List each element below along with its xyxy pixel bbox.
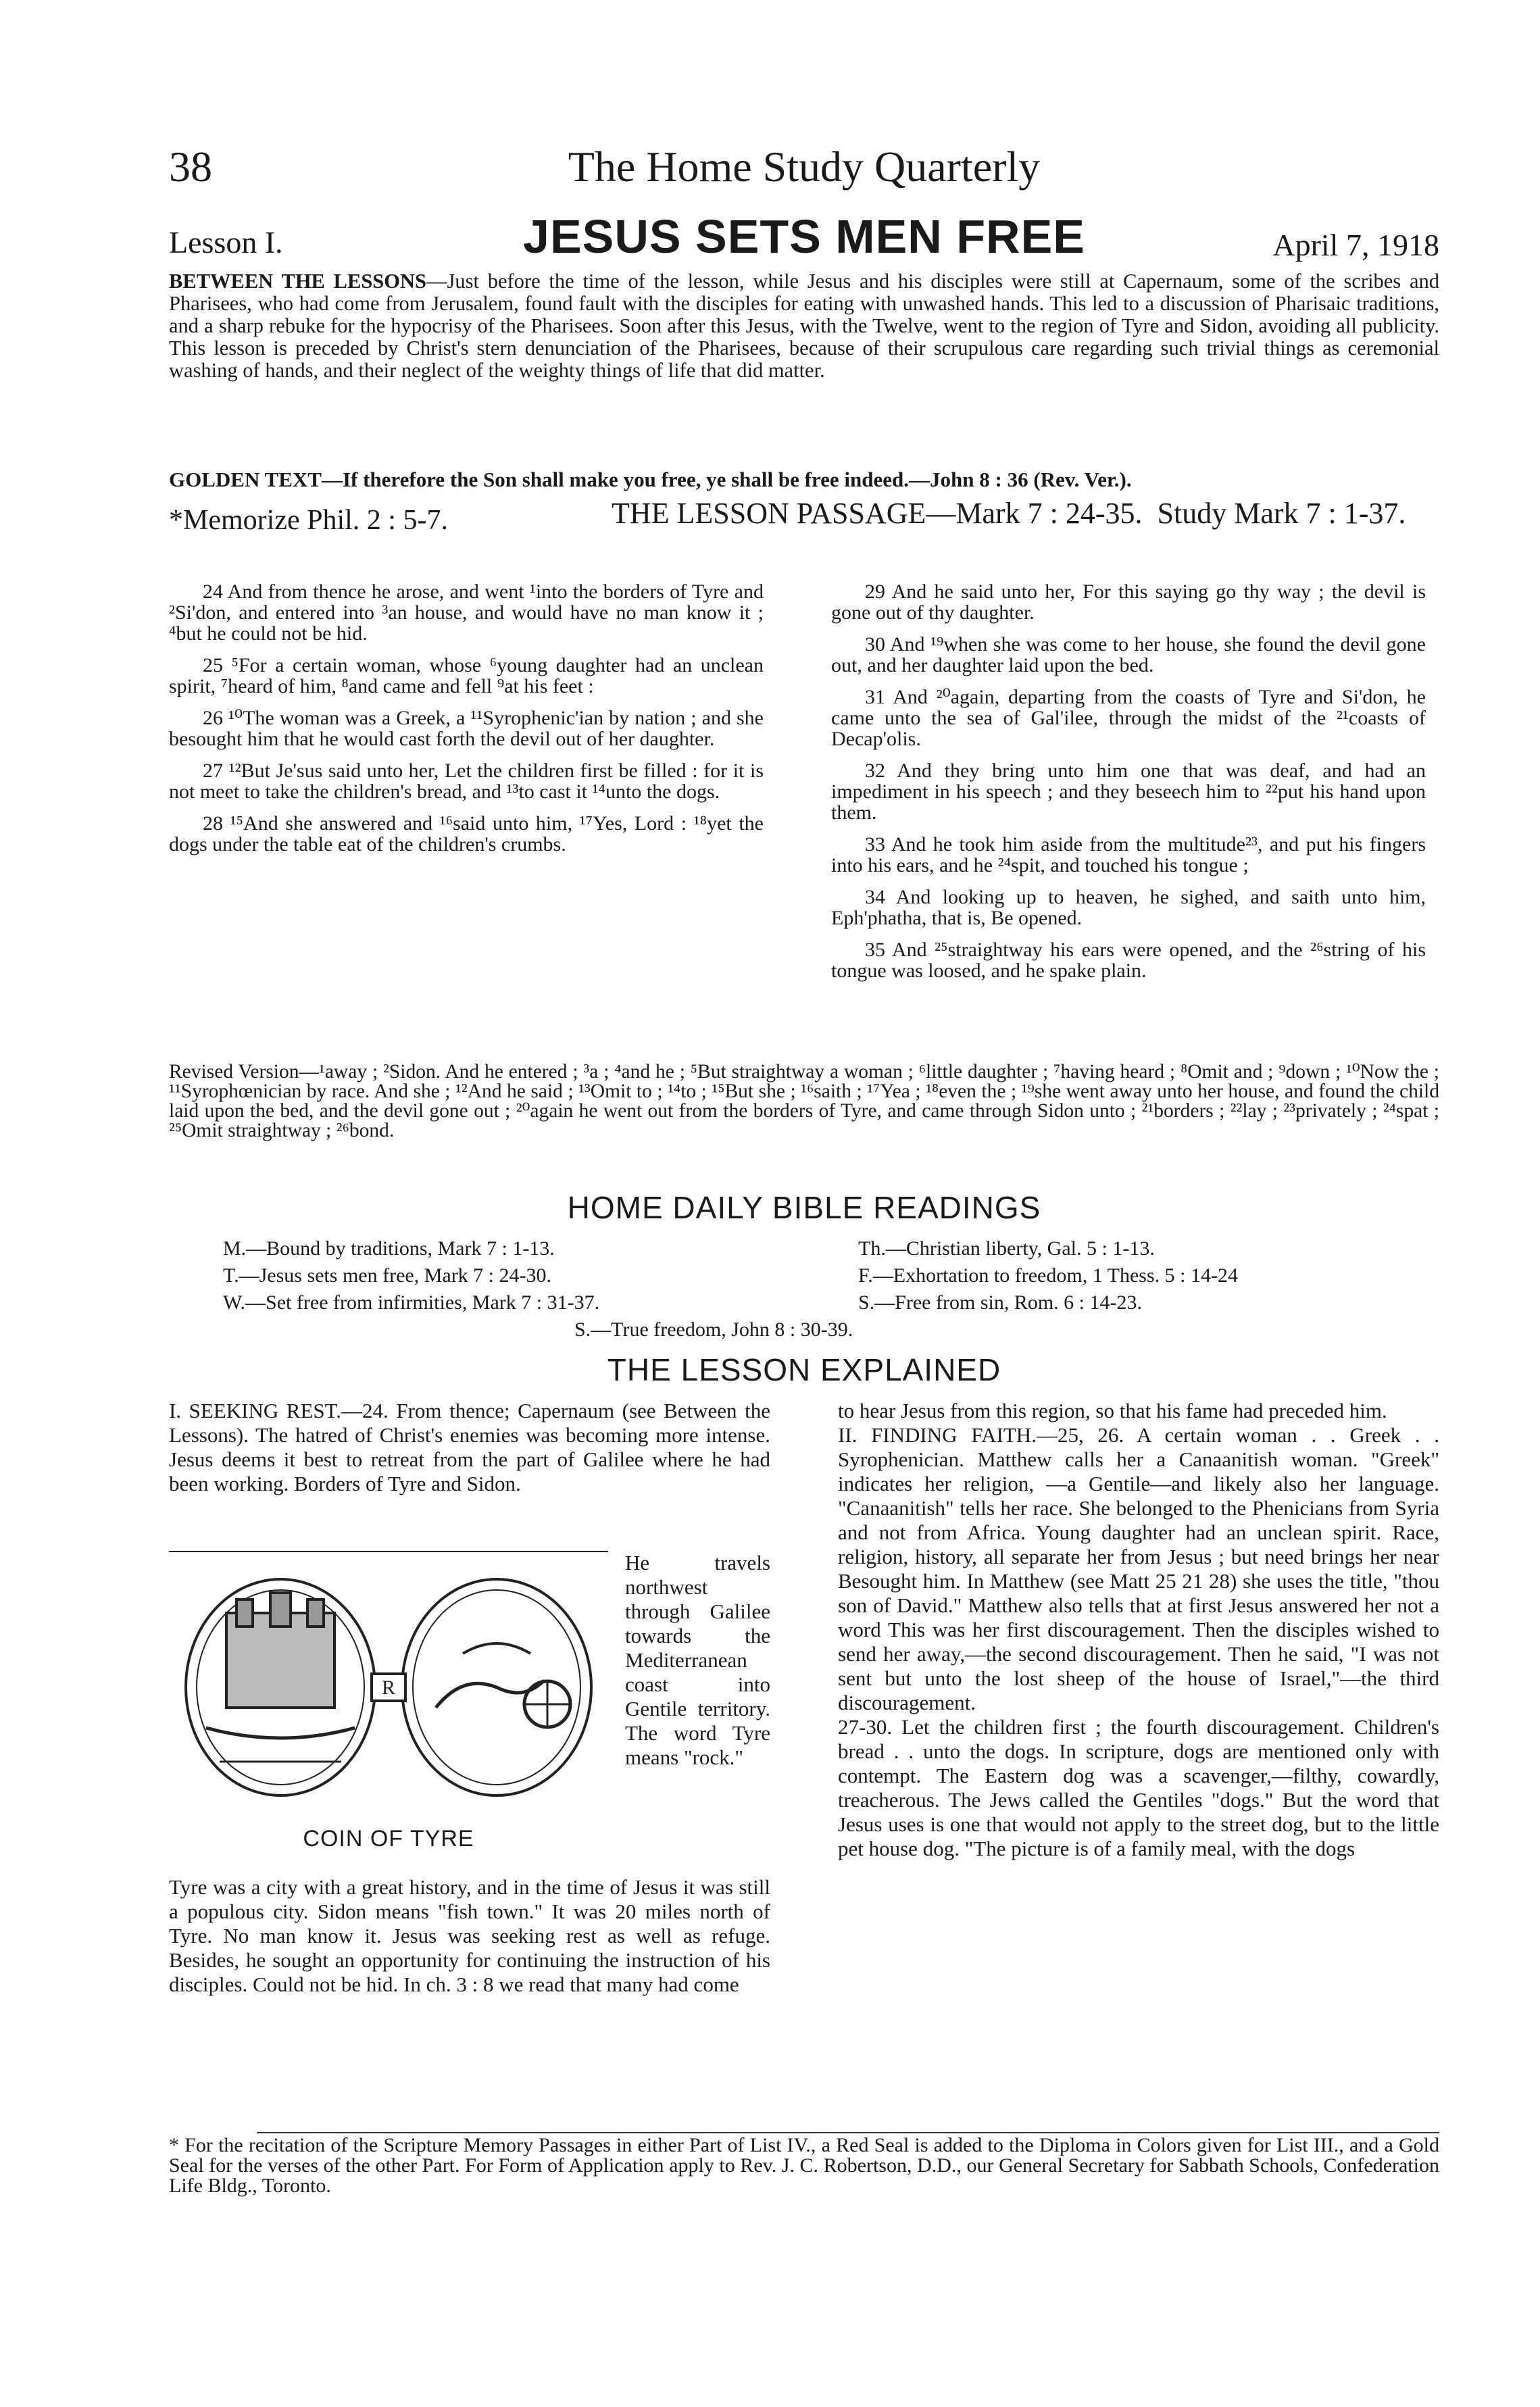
explained-left-top: [169, 1399, 770, 1496]
golden-text: GOLDEN TEXT—If therefore the Son shall make you free, ye shall be free indeed.—John 8 : 36 (Rev. Ver.).: [169, 468, 1132, 491]
running-head: [169, 142, 1439, 203]
reading-tuesday: T.—Jesus sets men free, Mark 7 : 24-30.: [223, 1264, 552, 1287]
footnote-rule: [257, 2132, 1439, 2133]
between-the-lessons: [169, 270, 1439, 382]
lesson-number: Lesson I.: [169, 225, 283, 259]
verse: 27 ¹²But Je'sus said unto her, Let the children first be filled : for it is not meet to take the children's bread, and ¹³to cast it ¹⁴unto the dogs.: [169, 760, 764, 803]
verse: 34 And looking up to heaven, he sighed, and saith unto him, Eph'phatha, that is, Be opened.: [831, 886, 1426, 929]
revised-version-notes: Revised Version—¹away ; ²Sidon. And he entered ; ³a ; ⁴and he ; ⁵But straightway a woman ; ⁶little daughter ; ⁷having heard ; ⁸Omit and ; ⁹down ; ¹⁰Now the ; ¹¹Syrophœnician by race. And she ; ¹²And he said ; ¹³Omit to ; ¹⁴to ; ¹⁵But she ; ¹⁶saith ; ¹⁷Yea ; ¹⁸even the ; ¹⁹she went away unto her house, and found the child laid upon the bed, and the devil gone out ; ²⁰again he went out from the borders of Tyre, and came through Sidon unto ; ²¹borders ; ²²lay ; ²³privately ; ²⁴spat ; ²⁵Omit straightway ; ²⁶bond.: [169, 1061, 1439, 1141]
verse: 32 And they bring unto him one that was deaf, and had an impediment in his speech ; and they beseech him to ²²put his hand upon them.: [831, 760, 1426, 824]
lesson-header: [169, 209, 1439, 270]
page-number: 38: [169, 143, 212, 191]
explained-left-bottom: [169, 1875, 770, 1997]
reading-saturday: S.—Free from sin, Rom. 6 : 14-23.: [858, 1291, 1142, 1314]
reading-wednesday: W.—Set free from infirmities, Mark 7 : 31-37.: [223, 1291, 600, 1314]
passage-study: Study Mark 7 : 1-37.: [1157, 497, 1406, 530]
verses-right-column: [831, 581, 1426, 992]
verse: 35 And ²⁵straightway his ears were opened, and the ²⁶string of his tongue was loosed, and he spake plain.: [831, 939, 1426, 982]
reading-thursday: Th.—Christian liberty, Gal. 5 : 1-13.: [858, 1237, 1155, 1260]
footnote: * For the recitation of the Scripture Memory Passages in either Part of List IV., a Red Seal is added to the Diploma in Colors given for List III., and a Gold Seal for the verses of the other Part. For Form of Application apply to Rev. J. C. Robertson, D.D., our General Secretary for Sabbath Schools, Confederation Life Bldg., Toronto.: [169, 2134, 1439, 2197]
verse: 25 ⁵For a certain woman, whose ⁶young daughter had an unclean spirit, ⁷heard of him, ⁸and came and fell ⁹at his feet :: [169, 654, 764, 697]
explained-paragraph: Tyre was a city with a great history, and in the time of Jesus it was still a populous city. Sidon means "fish town." It was 20 miles north of Tyre. No man know it. Jesus was seeking rest as well as refuge. Besides, he sought an opportunity for continuing the instruction of his disciples. Could not be hid. In ch. 3 : 8 we read that many had come: [169, 1875, 770, 1996]
lesson-title: JESUS SETS MEN FREE: [523, 210, 1085, 263]
memorize-note: *Memorize Phil. 2 : 5-7.: [169, 505, 448, 536]
verses-left-column: [169, 581, 764, 866]
publication-title: The Home Study Quarterly: [568, 143, 1041, 191]
verse: 28 ¹⁵And she answered and ¹⁶said unto him, ¹⁷Yes, Lord : ¹⁸yet the dogs under the table eat of the children's crumbs.: [169, 812, 764, 855]
coin-figure: [169, 1551, 608, 1863]
reading-sunday: S.—True freedom, John 8 : 30-39.: [574, 1318, 853, 1341]
daily-readings-heading: HOME DAILY BIBLE READINGS: [567, 1190, 1041, 1225]
explained-wrap-text: He travels northwest through Galilee towards the Mediterranean coast into Gentile territory. The word Tyre means "rock.": [625, 1551, 770, 1769]
verse: 31 And ²⁰again, departing from the coasts of Tyre and Si'don, he came unto the sea of Gal'ilee, through the midst of the ²¹coasts of Decap'olis.: [831, 686, 1426, 750]
verse: 30 And ¹⁹when she was come to her house, she found the devil gone out, and her daughter laid upon the bed.: [831, 633, 1426, 676]
lesson-date: April 7, 1918: [1272, 228, 1439, 262]
explained-right-column: to hear Jesus from this region, so that his fame had preceded him. II. FINDING FAITH.—25, 26. A certain woman . . Greek . . Syrophenician. Matthew calls her a Canaanitish woman. "Greek" indicates her religion, —a Gentile—and likely also her language. "Canaanitish" tells her race. She belonged to the Phenicians from Syria and not from Africa. Young daughter had an unclean spirit. Race, religion, history, all separate her from Jesus ; but need brings her near Besought him. In Matthew (see Matt 25 21 28) she uses the title, "thou son of David." Matthew also tells that at first Jesus answered her not a word This was her first discouragement. Then the disciples wished to send her away,—the second discouragement. Then he said, "I was not sent but unto the lost sheep of the house of Israel,"—the third discouragement. 27-30. Let the children first ; the fourth discouragement. Children's bread . . unto the dogs. In scripture, dogs are mentioned only with contempt. The Eastern dog was a scavenger,—filthy, cowardly, treacherous. The Jews called the Gentiles "dogs." But the word that Jesus uses is one that would not apply to the street dog, but to the little pet house dog. "The picture is of a family meal, with the dogs: [838, 1399, 1439, 1860]
passage-title: THE LESSON PASSAGE—Mark 7 : 24-35.: [612, 497, 1143, 530]
coin-caption: COIN OF TYRE: [303, 1826, 474, 1852]
reading-friday: F.—Exhortation to freedom, 1 Thess. 5 : 14-24: [858, 1264, 1238, 1287]
lesson-passage-heading: [612, 499, 1439, 528]
verse: 24 And from thence he arose, and went ¹into the borders of Tyre and ²Si'don, and entered into ³an house, and would have no man know it ; ⁴but he could not be hid.: [169, 580, 764, 645]
reading-monday: M.—Bound by traditions, Mark 7 : 1-13.: [223, 1237, 555, 1260]
explained-paragraph: I. SEEKING REST.—24. From thence; Capernaum (see Between the Lessons). The hatred of Christ's enemies was becoming more intense. Jesus deems it best to retreat from the part of Galilee where he had been working. Borders of Tyre and Sidon.: [169, 1399, 770, 1495]
passage-heading-row: [169, 499, 1439, 573]
coin-of-tyre-illustration: [179, 1572, 598, 1802]
svg-text:R: R: [381, 1677, 396, 1699]
between-label: BETWEEN THE LESSONS: [169, 270, 426, 293]
verse: 26 ¹⁰The woman was a Greek, a ¹¹Syrophenic'ian by nation ; and she besought him that he would cast forth the devil out of her daughter.: [169, 707, 764, 750]
verse: 33 And he took him aside from the multitude²³, and put his fingers into his ears, and he ²⁴spit, and touched his tongue ;: [831, 833, 1426, 876]
verse: 29 And he said unto her, For this saying go thy way ; the devil is gone out of thy daughter.: [831, 580, 1426, 624]
between-text: —Just before the time of the lesson, while Jesus and his disciples were still at Capernaum, some of the scribes and Pharisees, who had come from Jerusalem, found fault with the disciples for eating with unwashed hands. This led to a discussion of Pharisaic traditions, and a sharp rebuke for the hypocrisy of the Pharisees. Soon after this Jesus, with the Twelve, went to the region of Tyre and Sidon, avoiding all publicity. This lesson is preceded by Christ's stern denunciation of the Pharisees, because of their scrupulous care regarding such trivial things as ceremonial washing of hands, and their neglect of the weighty things of life that did matter.: [169, 270, 1439, 382]
lesson-explained-heading: THE LESSON EXPLAINED: [607, 1352, 1001, 1387]
